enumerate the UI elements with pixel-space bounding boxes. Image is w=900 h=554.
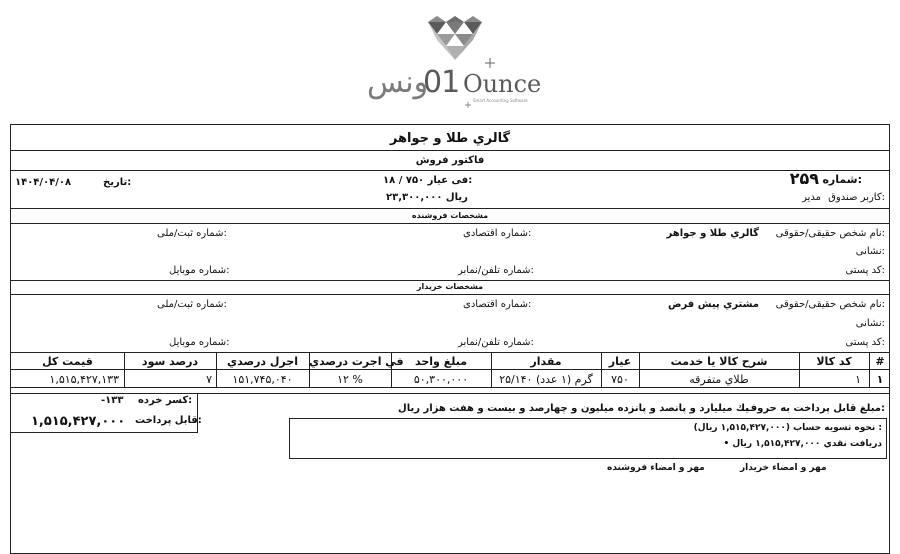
- document-title: فاکتور فروش: [415, 155, 485, 166]
- seller-phone-label: شماره تلفن/نمابر:: [458, 265, 534, 276]
- fee-value: ۲۳,۳۰۰,۰۰۰ ريال: [386, 192, 468, 203]
- invoice-number: ۲۵۹: [789, 169, 819, 188]
- rounding-label: کسر خرده:: [138, 395, 193, 406]
- seller-name-value: گالري طلا و جواهر: [666, 228, 759, 239]
- table-header-border: [11, 369, 889, 370]
- divider: [11, 223, 889, 224]
- table-bottom-border: [11, 387, 889, 388]
- buyer-econ-label: شماره اقتصادی:: [463, 299, 532, 310]
- buyer-phone-label: شماره تلفن/نمابر:: [458, 337, 534, 348]
- invoice-frame: [10, 124, 890, 554]
- amount-in-words: يك ميليارد و پانصد و پانزده ميليون و چهارصد و بيست و هفت هزار ريال: [398, 403, 749, 414]
- cell-wage-amount: ۱۵۱,۷۴۵,۰۴۰: [232, 373, 293, 386]
- gallery-title: گالري طلا و جواهر: [389, 131, 511, 146]
- seller-mobile-label: شماره موبایل:: [169, 265, 230, 276]
- cell-total: ۱,۵۱۵,۴۲۷,۱۳۳: [49, 373, 119, 386]
- buyer-name-value: مشتري پيش فرض: [668, 299, 759, 310]
- divider: [11, 294, 889, 295]
- cell-code: ۱: [855, 373, 861, 386]
- col-header-unit-price: مبلغ واحد: [414, 355, 468, 368]
- seller-signature-label: مهر و امضاء فروشنده: [607, 463, 705, 473]
- cell-description: طلاي متفرقه: [689, 373, 749, 386]
- invoice-number-label: شماره:: [822, 173, 862, 186]
- logo-digits: 01: [423, 65, 460, 100]
- date-value: ۱۴۰۴/۰۴/۰۸: [15, 177, 72, 188]
- buyer-name-label: نام شخص حقیقی/حقوقی:: [775, 299, 885, 310]
- col-header-wage-amount: اجرل درصدي: [227, 355, 298, 368]
- col-header-quantity: مقدار: [530, 355, 562, 368]
- col-header-total: قیمت کل: [42, 355, 93, 368]
- settlement-title: نحوه تسويه حساب (۱,۵۱۵,۴۲۷,۰۰۰ ريال) :: [693, 423, 882, 433]
- buyer-section-title: مشخصات خريدار: [416, 282, 484, 291]
- fee-label: فی عیار ۷۵۰ / ۱۸:: [383, 175, 473, 186]
- divider: [11, 280, 889, 281]
- seller-postal-label: کد پستی:: [845, 265, 885, 276]
- settlement-box: [289, 418, 887, 459]
- col-header-index: #: [875, 355, 885, 368]
- payable-label: قابل پرداخت:: [135, 415, 202, 426]
- logo-latin-text: Ounce: [463, 70, 542, 98]
- date-label: تاریخ:: [103, 177, 132, 188]
- cell-karat: ۷۵۰: [611, 373, 629, 386]
- divider: [11, 150, 889, 151]
- cell-unit-price: ۵۰,۳۰۰,۰۰۰: [413, 373, 469, 386]
- col-header-karat: عيار: [608, 355, 632, 368]
- rounding-value: -۱۳۳: [101, 395, 124, 406]
- divider: [11, 208, 889, 209]
- seller-address-label: نشانی:: [855, 246, 885, 257]
- cell-profit: ۷: [206, 373, 212, 386]
- amount-in-words-label: مبلغ قابل پرداخت به حروف:: [745, 403, 885, 414]
- seller-reg-label: شماره ثبت/ملی:: [157, 228, 227, 239]
- seller-section-title: مشخصات فروشنده: [411, 211, 489, 220]
- buyer-reg-label: شماره ثبت/ملی:: [157, 299, 227, 310]
- cashier-label: کاربر صندوق:: [828, 192, 885, 203]
- settlement-cash-line: • دريافت نقدي ۱,۵۱۵,۴۲۷,۰۰۰ ريال: [723, 439, 882, 449]
- seller-name-label: نام شخص حقیقی/حقوقی:: [775, 228, 885, 239]
- table-top-border: [11, 352, 889, 353]
- logo-tagline: Smart Accounting Software: [473, 98, 528, 103]
- logo-persian-text: ونس: [367, 65, 429, 100]
- cashier-value: مدير: [802, 192, 821, 203]
- cell-quantity: ۲۵/۱۴۰ گرم (۱ عدد): [499, 373, 593, 386]
- col-header-profit: درصد سود: [141, 355, 199, 368]
- col-header-wage-percent: في اجرت درصدي: [309, 355, 404, 368]
- cell-index: ۱: [876, 373, 884, 386]
- company-logo: [355, 12, 545, 112]
- buyer-postal-label: کد پستی:: [845, 337, 885, 348]
- divider: [11, 170, 889, 171]
- buyer-signature-label: مهر و امضاء خريدار: [740, 463, 827, 473]
- seller-econ-label: شماره اقتصادی:: [463, 228, 532, 239]
- col-header-description: شرح کالا يا خدمت: [670, 355, 768, 368]
- col-header-code: کد کالا: [816, 355, 852, 368]
- buyer-mobile-label: شماره موبایل:: [169, 337, 230, 348]
- buyer-address-label: نشانی:: [855, 318, 885, 329]
- payable-value: ۱,۵۱۵,۴۲۷,۰۰۰: [31, 414, 126, 429]
- cell-wage-percent: ۱۲ %: [337, 373, 363, 386]
